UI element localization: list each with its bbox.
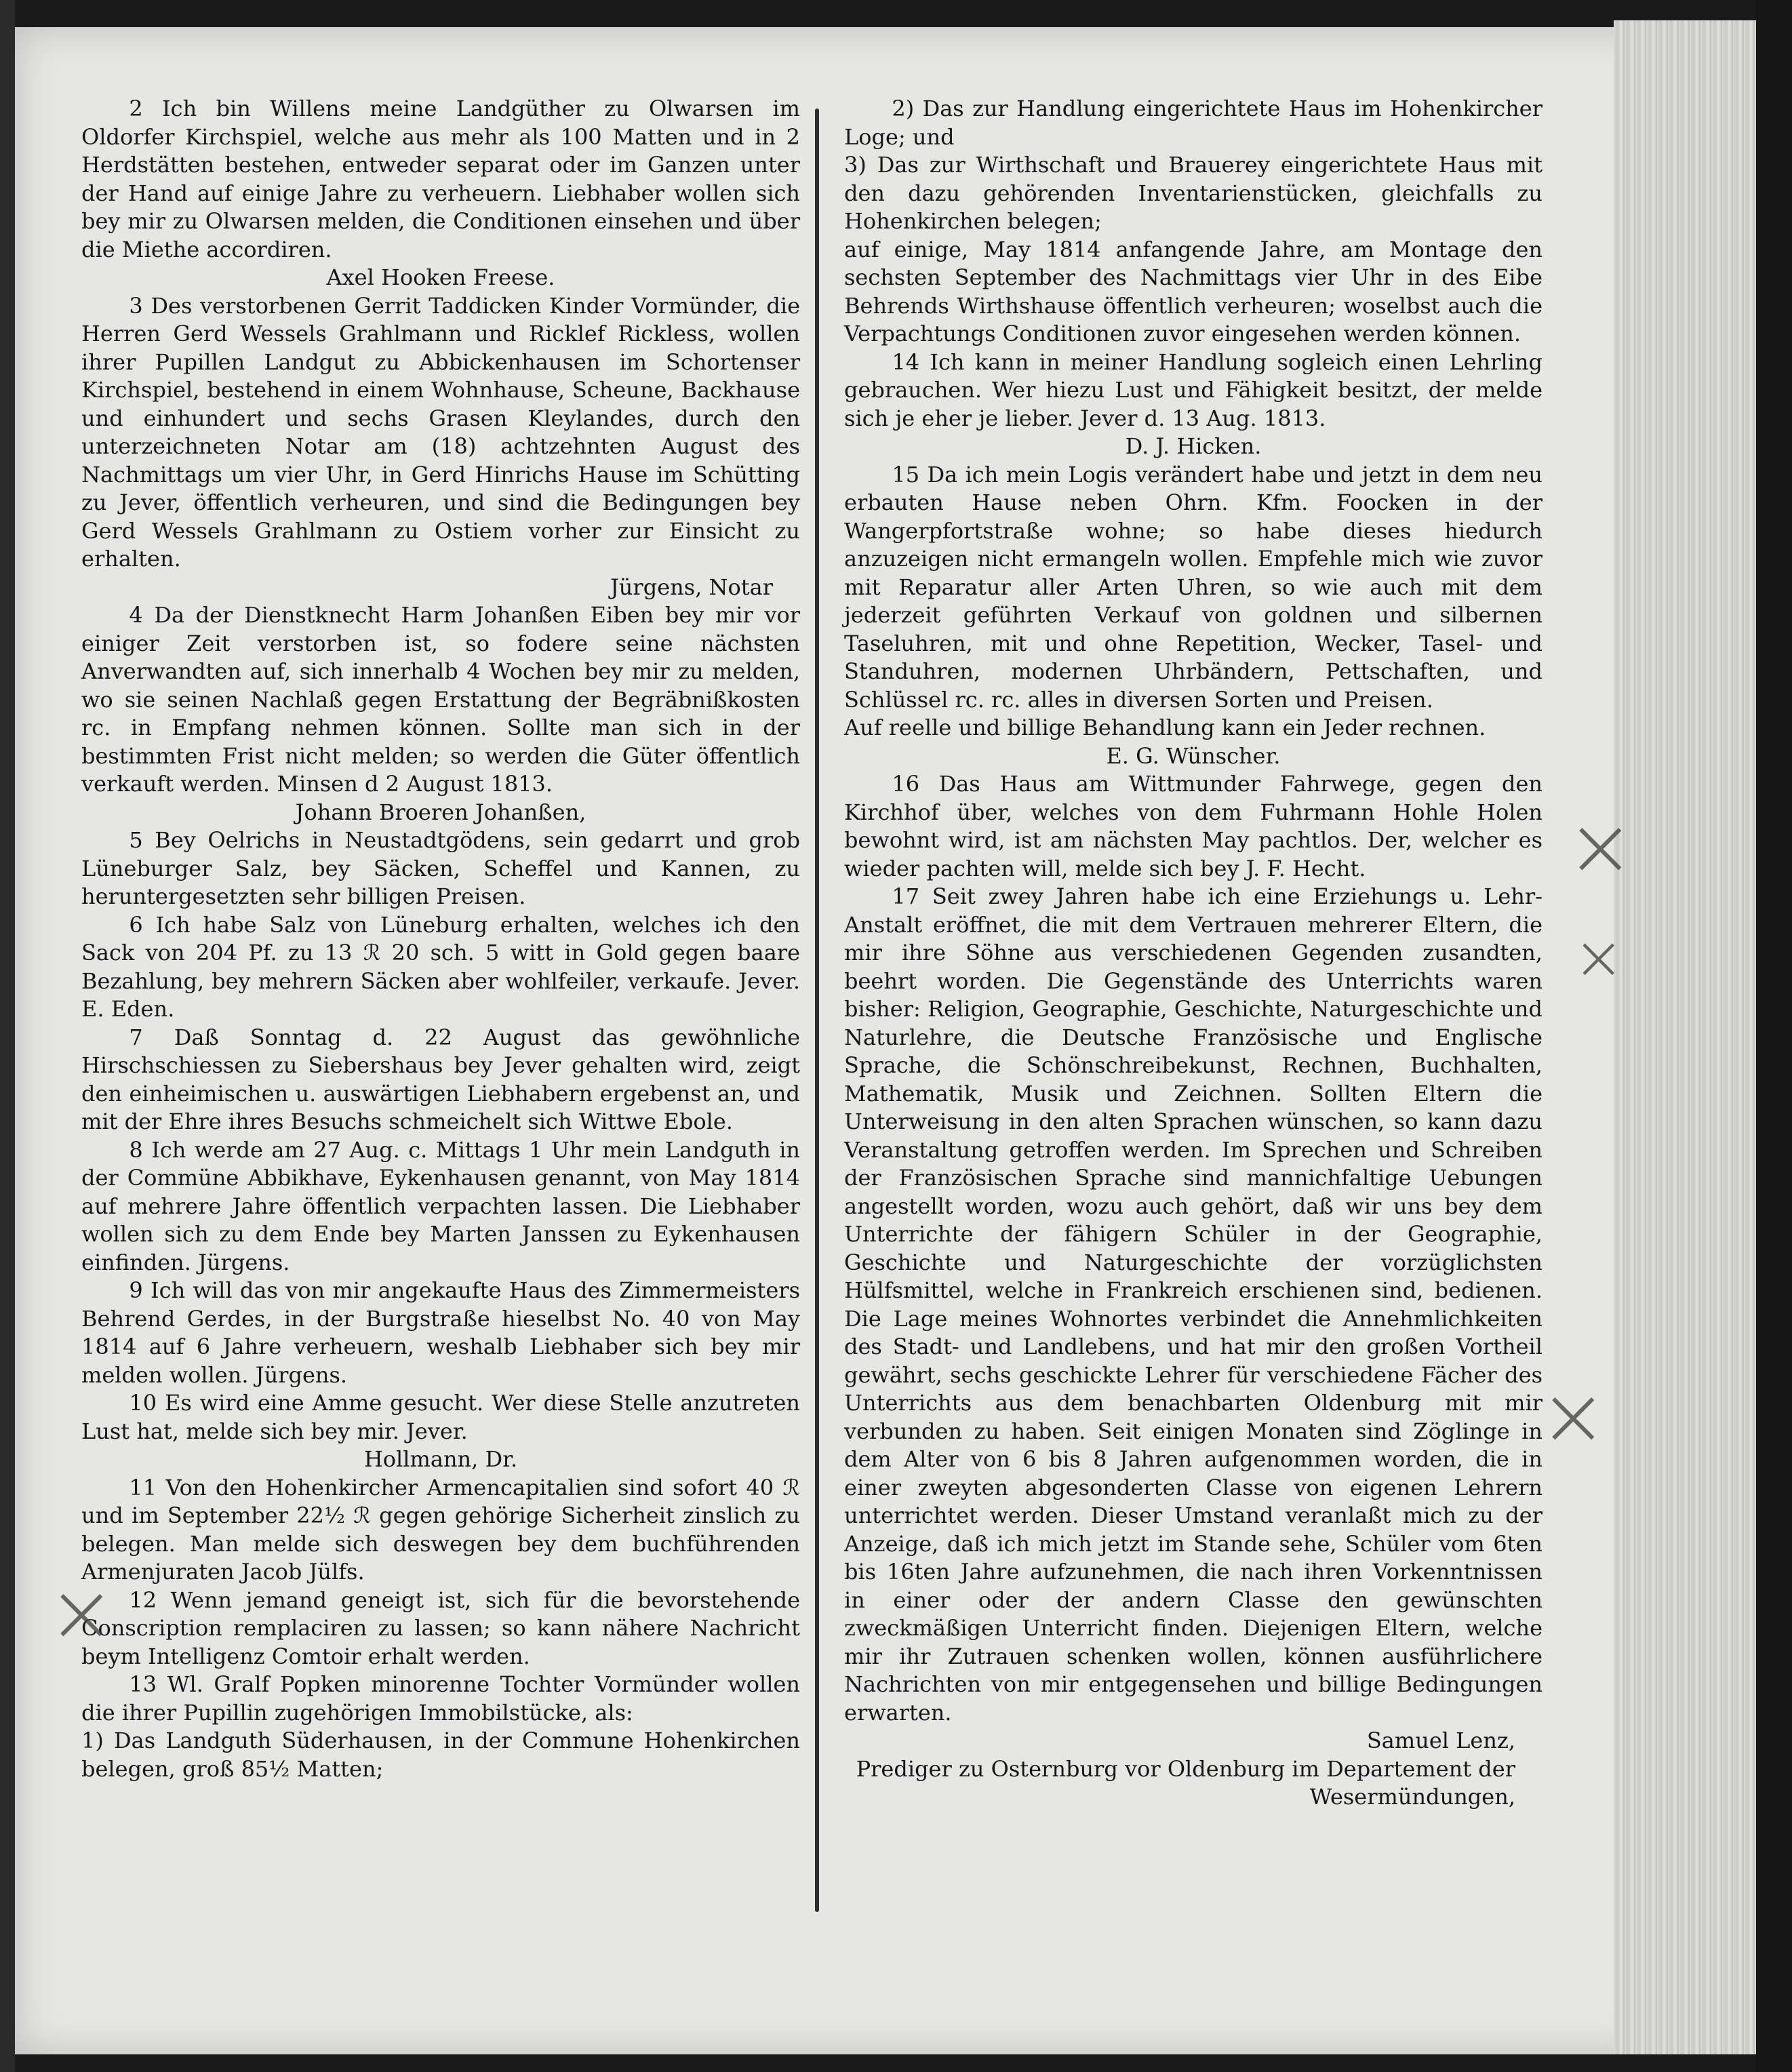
notice-16 — [844, 770, 1542, 883]
notice-12 — [81, 1587, 800, 1671]
notice-14 — [844, 348, 1542, 461]
page-stack-edge — [1614, 20, 1756, 2054]
notice-text: 16 Das Haus am Wittmunder Fahrwege, gegen den Kirchhof über, welches von dem Fuhrmann Hohle Holen bewohnt wird, ist am nächsten May pachtlos. Der, welcher es wieder pachten will, melde sich bey J. F. Hecht. — [844, 771, 1542, 881]
notice-signature: Johann Broeren Johanßen, — [295, 799, 586, 825]
pencil-x-mark: × — [1539, 1370, 1608, 1464]
notice-text: 8 Ich werde am 27 Aug. c. Mittags 1 Uhr mein Landguth in der Commüne Abbikhave, Eykenhausen genannt, von May 1814 auf mehrere Jahre öffentlich verpachten lassen. Die Liebhaber wollen sich zu dem Ende bey Marten Janssen zu Eykenhausen einfinden. Jürgens. — [81, 1136, 800, 1275]
notice-10 — [81, 1389, 800, 1474]
notice-text: 5 Bey Oelrichs in Neustadtgödens, sein gedarrt und grob Lüneburger Salz, bey Säcken, Scheffel und Kannen, zu heruntergesetzten sehr billigen Preisen. — [81, 827, 800, 909]
notice-2 — [81, 95, 800, 292]
scan-left-border — [0, 0, 15, 2072]
notice-7 — [81, 1024, 800, 1136]
notice-text: 10 Es wird eine Amme gesucht. Wer diese Stelle anzutreten Lust hat, melde sich bey mir. Jever. — [81, 1390, 800, 1444]
notice-6 — [81, 911, 800, 1024]
scan-right-border — [1756, 0, 1792, 2072]
notice-text: 11 Von den Hohenkircher Armencapitalien sind sofort 40 ℛ und im September 22½ ℛ gegen gehörige Sicherheit zinslich zu belegen. Man melde sich deswegen bey dem buchführenden Armenjuraten Jacob Jülfs. — [81, 1474, 800, 1585]
column-divider — [815, 108, 819, 1912]
notice-text: 13 Wl. Gralf Popken minorenne Tochter Vormünder wollen die ihrer Pupillin zugehörigen Immobilstücke, als: 1) Das Landguth Süderhausen, in der Commune Hohenkirchen belegen, groß 85½ Matten; — [81, 1671, 800, 1782]
notice-text: 14 Ich kann in meiner Handlung sogleich einen Lehrling gebrauchen. Wer hiezu Lust und Fähigkeit besitzt, der melde sich je eher je lieber. Jever d. 13 Aug. 1813. — [844, 348, 1542, 431]
notice-11 — [81, 1474, 800, 1587]
notice-signature: Prediger zu Osternburg vor Oldenburg im Departement der Wesermündungen, — [856, 1755, 1515, 1810]
notice-text: 6 Ich habe Salz von Lüneburg erhalten, welches ich den Sack von 204 Pf. zu 13 ℛ 20 sch. 5 witt in Gold gegen baare Bezahlung, bey mehrern Säcken aber wohlfeiler, verkaufe. Jever. E. Eden. — [81, 911, 800, 1022]
notice-15 — [844, 461, 1542, 771]
notice-text: 7 Daß Sonntag d. 22 August das gewöhnliche Hirschschiessen zu Siebershaus bey Jever gehalten wird, zeigt den einheimischen u. auswärtigen Liebhabern ergebenst an, und mit der Ehre ihres Besuchs schmeichelt sich Wittwe Ebole. — [81, 1024, 800, 1134]
notice-text: 4 Da der Dienstknecht Harm Johanßen Eiben bey mir vor einiger Zeit verstorben ist, so fodere seine nächsten Anverwandten auf, sich innerhalb 4 Wochen bey mir zu melden, wo sie seinen Nachlaß gegen Erstattung der Begräbnißkosten rc. in Empfang nehmen können. Sollte man sich in der bestimmten Frist nicht melden; so werden die Güter öffentlich verkauft werden. Minsen d 2 August 1813. — [81, 602, 800, 797]
notice-text: 17 Seit zwey Jahren habe ich eine Erziehungs u. Lehr-Anstalt eröffnet, die mit dem Vertrauen mehrerer Eltern, die mir ihre Söhne aus verschiedenen Gegenden zusandten, beehrt worden. Die Gegenstände des Unterrichts waren bisher: Religion, Geographie, Geschichte, Naturgeschichte und Naturlehre, die Deutsche Französische und Englische Sprache, die Schönschreibekunst, Rechnen, Buchhalten, Mathematik, Musik und Zeichnen. Sollten Eltern die Unterweisung in den alten Sprachen wünschen, so kann dazu Veranstaltung getroffen werden. Im Sprechen und Schreiben der Französischen Sprache sind mannichfaltige Uebungen angestellt worden, wozu auch gehört, daß wir uns bey dem Unterrichte der fähigern Schüler in der Geographie, Geschichte und Naturgeschichte der vorzüglichsten Hülfsmittel, welche in Frankreich erschienen sind, bedienen. Die Lage meines Wohnortes verbindet die Annehmlichkeiten des Stadt- und Landlebens, und hat mir den großen Vortheil gewährt, sechs geschickte Lehrer für verschiedene Fächer des Unterrichts aus dem benachbarten Oldenburg mit mir verbunden zu haben. Seit einigen Monaten sind Zöglinge in dem Alter von 6 bis 8 Jahren aufgenommen worden, die in einer zweyten abgesonderten Classe von eigenen Lehrern unterrichtet werden. Dieser Umstand veranlaßt mich zu der Anzeige, daß ich mich jetzt im Stande sehe, Schüler vom 6ten bis 16ten Jahre aufzunehmen, die nach ihren Vorkenntnissen in einer oder der andern Classe den gewünschten zweckmäßigen Unterricht finden. Diejenigen Eltern, welche mir ihr Zutrauen schenken wollen, können ausführlichere Nachrichten von mir entgegensehen und billige Bedingungen erwarten. — [844, 883, 1542, 1726]
notice-9 — [81, 1277, 800, 1389]
right-column — [844, 95, 1542, 1812]
notice-4 — [81, 601, 800, 826]
notice-text: 3 Des verstorbenen Gerrit Taddicken Kinder Vormünder, die Herren Gerd Wessels Grahlmann und Ricklef Rickless, wollen ihrer Pupillen Landgut zu Abbickenhausen im Schortenser Kirchspiel, bestehend in einem Wohnhause, Scheune, Backhause und einhundert und sechs Grasen Kleylandes, durch den unterzeichneten Notar am (18) achtzehnten August des Nachmittags um vier Uhr, in Gerd Hinrichs Hause im Schütting zu Jever, öffentlich verheuren, und sind die Bedingungen bey Gerd Wessels Grahlmann zu Ostiem vorher zur Einsicht zu erhalten. — [81, 292, 800, 572]
notice-text: 15 Da ich mein Logis verändert habe und jetzt in dem neu erbauten Hause neben Ohrn. Kfm. Foocken in der Wangerpfortstraße wohne; so habe dieses hiedurch anzuzeigen nicht ermangeln wollen. Empfehle mich wie zuvor mit Reparatur aller Arten Uhren, so wie auch mit dem jederzeit geführten Verkauf von goldnen und silbernen Taseluhren, mit und ohne Repetition, Wecker, Tasel- und Standuhren, modernen Uhrbändern, Pettschaften, und Schlüssel rc. rc. alles in diversen Sorten und Preisen. Auf reelle und billige Behandlung kann ein Jeder rechnen. — [844, 461, 1542, 740]
left-column — [81, 95, 800, 1783]
notice-signature: E. G. Wünscher. — [1106, 742, 1281, 769]
notice-text: 12 Wenn jemand geneigt ist, sich für die bevorstehende Conscription remplaciren zu lassen; so kann nähere Nachricht beym Intelligenz Comtoir erhalt werden. — [81, 1587, 800, 1669]
pencil-x-mark: × — [47, 1566, 116, 1660]
notice-8 — [81, 1136, 800, 1277]
notice-text: 2 Ich bin Willens meine Landgüther zu Olwarsen im Oldorfer Kirchspiel, welche aus mehr als 100 Matten und in 2 Herdstätten bestehen, entweder separat oder im Ganzen unter der Hand auf einige Jahre zu verheuern. Liebhaber wollen sich bey mir zu Olwarsen melden, die Conditionen einsehen und über die Miethe accordiren. — [81, 96, 800, 262]
notice-3 — [81, 292, 800, 602]
notice-17-affiliation — [844, 1755, 1542, 1812]
notice-13-continued — [844, 95, 1542, 348]
notice-5 — [81, 826, 800, 911]
notice-13 — [81, 1671, 800, 1783]
notice-signature: Hollmann, Dr. — [363, 1446, 518, 1472]
notice-signature: Samuel Lenz, — [1366, 1728, 1515, 1753]
notice-signature: Jürgens, Notar — [610, 574, 773, 600]
notice-17 — [844, 883, 1542, 1755]
notice-text: 9 Ich will das von mir angekaufte Haus des Zimmermeisters Behrend Gerdes, in der Burgstraße hieselbst No. 40 von May 1814 auf 6 Jahre verheuern, weshalb Liebhaber sich bey mir melden wollen. Jürgens. — [81, 1277, 800, 1388]
notice-text: 2) Das zur Handlung eingerichtete Haus im Hohenkircher Loge; und 3) Das zur Wirthschaft und Brauerey eingerichtete Haus mit den dazu gehörenden Inventarienstücken, gleichfalls zu Hohenkirchen belegen; auf einige, May 1814 anfangende Jahre, am Montage den sechsten September des Nachmittags vier Uhr in des Eibe Behrends Wirthshause öffentlich verheuren; woselbst auch die Verpachtungs Conditionen zuvor eingesehen werden können. — [844, 96, 1542, 346]
notice-signature: Axel Hooken Freese. — [326, 264, 555, 290]
notice-signature: D. J. Hicken. — [1125, 433, 1262, 459]
pencil-x-mark: × — [1573, 922, 1625, 993]
pencil-x-mark: × — [1566, 800, 1635, 894]
